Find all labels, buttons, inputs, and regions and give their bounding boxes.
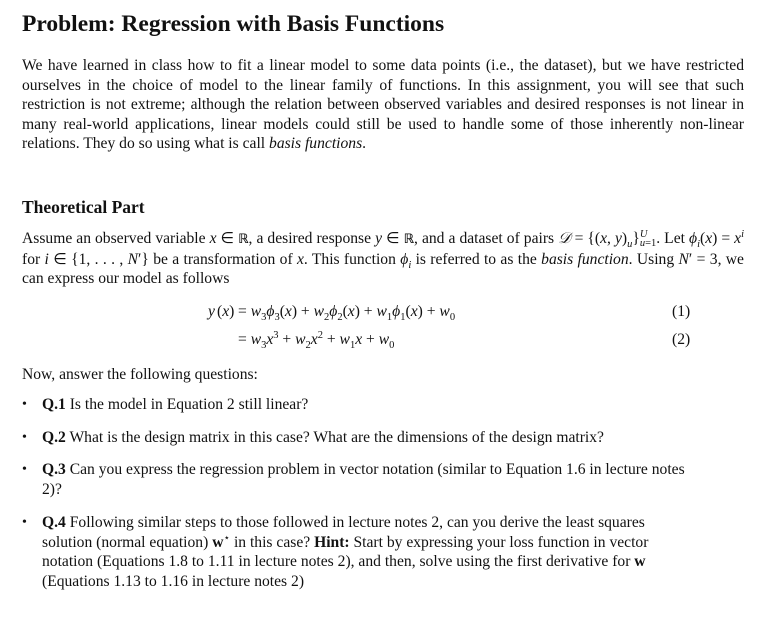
math-reals-1: ℝ (238, 232, 249, 247)
question-1-label: Q.1 (42, 396, 66, 413)
bullet-icon: • (22, 430, 27, 445)
question-4-text-3: Start by expressing your loss function in vector notation (Equations 1.8 to 1.11 in lecture notes 2), and then, solve using the first derivative for (42, 533, 649, 571)
intro-paragraph (22, 56, 744, 154)
theory-text-7: . This function (303, 250, 401, 268)
intro-end: . (362, 135, 367, 153)
question-1 (22, 395, 696, 415)
question-4-text-4: (Equations 1.13 to 1.16 in lecture notes 2) (42, 572, 305, 590)
math-w-bold: w (634, 553, 646, 571)
theory-paragraph: Assume an observed variable x ∈ ℝ, a desired response y ∈ ℝ, and a dataset of pairs 𝒟 = {(x, $y)_u$} U u=1 . Let $\phi_i(x) = x^i$ for i ∈ {1, . . . , N′} be a transformation of x. This function $\phi_i$ is referred to as the basis function. Using N′ = 3, we can express our model as follows (22, 228, 744, 288)
section-heading-theoretical: Theoretical Part (22, 197, 145, 217)
math-reals-2: ℝ (403, 232, 415, 247)
math-dataset: 𝒟 (558, 230, 571, 247)
math-x-in-r: x (209, 230, 217, 247)
basis-function-term: basis function (541, 250, 629, 268)
question-4: • Q.4 Following similar steps to those followed in lecture notes 2, can you derive the least squares solution (normal equation) w⋆ in this case? Hint: Start by expressing your loss function in vector notation (Equations 1.8 to 1.11 in lecture notes 2), and then, solve using the first derivative for w (Equations 1.13 to 1.16 in lecture notes 2) (22, 514, 649, 590)
questions-intro: Now, answer the following questions: (22, 366, 258, 383)
question-4-label: Q.4 (42, 514, 66, 531)
equation-2-number: (2) (672, 331, 691, 348)
equation-1-lhs: y (208, 303, 215, 320)
question-2 (22, 428, 696, 448)
theory-text-4: . Let (656, 230, 689, 247)
bullet-icon: • (22, 515, 27, 530)
question-2-text: What is the design matrix in this case? What are the dimensions of the design matrix? (65, 429, 604, 446)
intro-emphasis: basis functions (269, 135, 363, 153)
question-4-text-2: in this case? (230, 533, 315, 551)
theory-text-9: . Using (628, 250, 679, 268)
theory-text-10: , we can express our model as follows (22, 250, 744, 288)
equation-1-number: (1) (672, 303, 691, 320)
intro-text: We have learned in class how to fit a linear model to some data points (i.e., the dataset), but we have restricted ourselves in the choice of model to the linear family of functions. In this assignment, you will see that such restriction is not extreme; although the relation between observed variables and desired responses is not linear in many real-world applications, linear models could still be used to handle some of those inherently non-linear relations. They do so using what is call (22, 57, 744, 153)
question-4-text-1: Following similar steps to those followed in lecture notes 2, can you derive the least squares solution (normal equation) (42, 514, 645, 551)
page-title: Problem: Regression with Basis Functions (22, 11, 445, 37)
question-2-label: Q.2 (42, 429, 66, 446)
question-3-label: Q.3 (42, 461, 66, 478)
question-4-hint-label: Hint: (314, 533, 350, 551)
theory-text-5: for (22, 250, 45, 268)
bullet-icon: • (22, 462, 27, 477)
theory-text-3: , and a dataset of pairs (414, 230, 559, 247)
question-3-text: Can you express the regression problem in vector notation (similar to Equation 1.6 in lecture notes 2)? (42, 461, 685, 498)
equation-2-rhs: = $w_3x^3 + w_2x^2 + w_1x + w_0$ (238, 329, 395, 352)
equation-1-rhs: = $w_3\phi_3(x) + w_2\phi_2(x) + w_1\phi_1(x) + w_0$ (238, 303, 456, 324)
theory-text-6: be a transformation of (148, 250, 297, 268)
equation-1-lhs-arg: (x) (217, 303, 235, 320)
question-1-text: Is the model in Equation 2 still linear? (65, 396, 309, 413)
theory-text-1: Assume an observed variable (22, 230, 210, 247)
theory-text-2: , a desired response (248, 230, 376, 247)
math-y-in-r: y (375, 230, 382, 247)
question-3 (22, 460, 696, 499)
math-phi-def: $\phi_i$ (688, 230, 700, 251)
math-w-star: w (212, 533, 224, 551)
bullet-icon: • (22, 397, 27, 412)
theory-text-8: is referred to as the (411, 250, 542, 268)
